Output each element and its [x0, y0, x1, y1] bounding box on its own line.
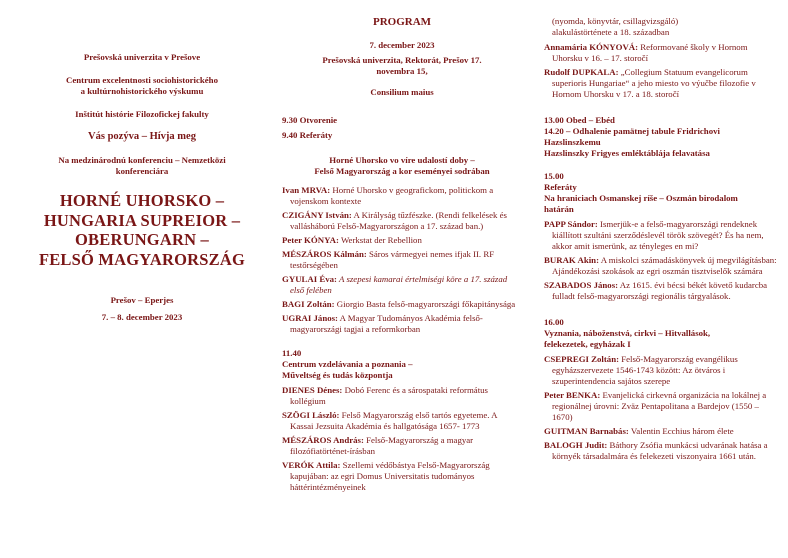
- program-day1-afternoon: [544, 0, 780, 465]
- speaker-name: PAPP Sándor:: [544, 219, 598, 229]
- session3-title-1: Na hraniciach Osmanskej ríše – Oszmán birodalom: [544, 193, 738, 203]
- session1-talks: [282, 185, 522, 335]
- university-name: Prešovská univerzita v Prešove: [83, 52, 201, 62]
- talk-title: Felső-Magyarország evangélikus egyházszervezete 1546-1743 között: Az ötváros i szuperintendencia sajátos szerepe: [552, 354, 738, 386]
- speaker-name: BALOGH Judit:: [544, 440, 608, 450]
- talk-title: A szepesi kamarai értelmiségi köre a 17. század első felében: [290, 274, 508, 295]
- conference-place: Prešov – Eperjes: [110, 295, 174, 305]
- speaker-name: CZIGÁNY István:: [282, 210, 352, 220]
- continued-line-1: (nyomda, könyvtár, csillagvizsgáló): [552, 16, 679, 26]
- talk-title: Báthory Zsófia munkácsi udvarának hatása a környék társadalmára és felekezeti viszonyaira 1661 után.: [552, 440, 768, 461]
- talk-entry: [282, 274, 522, 296]
- talk-entry: [282, 460, 522, 493]
- plaque-line-2: Hazslinszkemu: [544, 137, 601, 147]
- talk-entry: [282, 185, 522, 207]
- session2-title-1: Centrum vzdelávania a poznania –: [282, 359, 413, 369]
- speaker-name: UGRAI János:: [282, 313, 338, 323]
- papers-label: Referáty: [544, 182, 577, 192]
- talk-title: A Királyság tűzfészke. (Rendi felkelések és vallásháború Felső-Magyarországon a 17. század ban.): [290, 210, 507, 231]
- time-papers: 9.40 Referáty: [282, 130, 333, 140]
- talk-title: „Collegium Statuum evangelicorum superioris Hungariae“ a jeho miesto vo výučbe filozofie v Hornom Uhorsku v 17. a 18. storočí: [552, 67, 756, 99]
- plaque-line-3: Hazslinszky Frigyes emléktáblája felavatása: [544, 148, 710, 158]
- speaker-name: GUITMAN Barnabás:: [544, 426, 629, 436]
- talk-title: Horné Uhorsko v geografickom, politickom a vojenskom kontexte: [290, 185, 494, 206]
- talk-entry: [282, 385, 522, 407]
- talk-entry: [282, 249, 522, 271]
- talk-title: Felső-Magyarország a magyar filozófiatörténet-írásban: [290, 435, 474, 456]
- conference-title: [22, 191, 262, 269]
- title-line-1: HORNÉ UHORSKO –: [59, 191, 225, 210]
- talk-entry: [282, 313, 522, 335]
- talk-title: Felső Magyarország első tartós egyeteme. A Kassai Jezsuita Akadémia és hallgatósága 1657- 1773: [290, 410, 498, 431]
- speaker-name: BAGI Zoltán:: [282, 299, 335, 309]
- talk-entry: [544, 42, 780, 64]
- session1-title-1: Horné Uhorsko vo víre udalostí doby –: [329, 155, 475, 165]
- talk-entry: [544, 255, 780, 277]
- talk-title-start: A miskolci számadáskönyvek új: [599, 255, 715, 265]
- session4-talks: [544, 354, 780, 462]
- title-line-3: OBERUNGARN –: [75, 230, 209, 249]
- lunch-break: 13.00 Obed – Ebéd: [544, 115, 615, 125]
- session3-title-2: határán: [544, 204, 574, 214]
- talk-title: Sáros vármegyei nemes ifjak II. RF testőrségében: [290, 249, 495, 270]
- program-day1-morning: [282, 0, 522, 496]
- speaker-name: SZÖGI László:: [282, 410, 340, 420]
- title-line-4: FELSŐ MAGYARORSZÁG: [38, 249, 246, 269]
- talk-entry: [544, 440, 780, 462]
- center-line-1: Centrum excelentnosti sociohistorického: [66, 75, 218, 85]
- session3-talks: [544, 219, 780, 302]
- speaker-name: CSEPREGI Zoltán:: [544, 354, 620, 364]
- time-1140: 11.40: [282, 348, 302, 358]
- session2-talks: [282, 385, 522, 493]
- session2-talks-continued: [544, 42, 780, 100]
- session1-title-2: Felső Magyarország a kor eseményei sodrában: [314, 166, 490, 176]
- program-heading: PROGRAM: [372, 16, 432, 28]
- talk-entry: [544, 280, 780, 302]
- session4-title-2: felekezetek, egyházak I: [544, 339, 631, 349]
- talk-title: Ismerjük-e a felső-magyarországi rendeknek kiállított szultáni szerződéslevél török szövegét? És ha nem, akkor amit ismerünk, az tényleges en mi?: [552, 219, 764, 251]
- venue-line-2: novembra 15,: [376, 66, 428, 76]
- institute-name: Inštitút histórie Filozofickej fakulty: [75, 109, 209, 119]
- speaker-name: MÉSZÁROS Kálmán:: [282, 249, 367, 259]
- program-date: 7. december 2023: [369, 40, 435, 50]
- time-opening: 9.30 Otvorenie: [282, 115, 338, 125]
- talk-entry: [282, 210, 522, 232]
- session4-title-1: Vyznania, náboženstvá, cirkvi – Hitvallások,: [544, 328, 711, 338]
- talk-title: Werkstat der Rebellion: [338, 235, 422, 245]
- talk-entry: [544, 354, 780, 387]
- session2-title-2: Műveltség és tudás központja: [282, 370, 393, 380]
- speaker-name: Peter BENKA:: [544, 390, 601, 400]
- plaque-line-1: 14.20 – Odhalenie pamätnej tabule Fridrichovi: [544, 126, 720, 136]
- speaker-name: SZABADOS János:: [544, 280, 619, 290]
- venue-room: Consilium maius: [370, 87, 434, 97]
- talk-entry: [282, 235, 522, 246]
- speaker-name: VERÓK Attila:: [282, 460, 341, 470]
- talk-title: Dobó Ferenc és a sárospataki református kollégium: [290, 385, 488, 406]
- talk-title: Reformované školy v Hornom Uhorsku v 16. – 17. storočí: [552, 42, 748, 63]
- speaker-name: BURAK Akin:: [544, 255, 599, 265]
- talk-entry: [544, 390, 780, 423]
- speaker-name: Annamária KÓNYOVÁ:: [544, 42, 639, 52]
- invite-line: Vás pozýva – Hívja meg: [88, 131, 196, 142]
- title-line-2: HUNGARIA SUPREIOR –: [43, 210, 241, 230]
- talk-title: Giorgio Basta felső-magyarországi főkapitánysága: [334, 299, 516, 309]
- talk-title: Az 1615. évi bécsi békét követő kudarcba fulladt felső-magyarországi regionális tárgyalások.: [552, 280, 768, 301]
- conference-line-2: konferenciára: [115, 166, 169, 176]
- talk-title: Szellemi védőbástya Felső-Magyarország kapujában: az egri Domus Universitatis tudományos háttérintézményeinek: [290, 460, 490, 492]
- speaker-name: Ivan MRVA:: [282, 185, 331, 195]
- invitation-panel: [22, 0, 262, 323]
- center-line-2: a kultúrnohistorického výskumu: [80, 86, 204, 96]
- speaker-name: MÉSZÁROS András:: [282, 435, 364, 445]
- time-1600: 16.00: [544, 317, 564, 327]
- talk-entry: [544, 219, 780, 252]
- talk-entry: [282, 410, 522, 432]
- speaker-name: GYULAI Éva:: [282, 274, 337, 284]
- talk-entry: [544, 67, 780, 100]
- speaker-name: Peter KÓNYA:: [282, 235, 339, 245]
- talk-title: Evanjelická cirkevná organizácia na lokálnej a regionálnej úrovni: Zväz Pentapolitana a Bardejov (1550 – 1670): [552, 390, 767, 422]
- continued-line-2: alakulástörténete a 18. században: [552, 27, 670, 37]
- conference-line-1: Na medzinárodnú konferenciu – Nemzetközi: [58, 155, 226, 165]
- talk-title: A Magyar Tudományos Akadémia felső-magyarországi tagjai a reformkorban: [290, 313, 483, 334]
- talk-entry: [544, 426, 780, 437]
- talk-title: megvilágításban: Ajándékozási szokások az egri oszmán tisztviselők számára: [552, 255, 777, 276]
- speaker-name: Rudolf DUPKALA:: [544, 67, 619, 77]
- talk-title: Valentin Ecchius három élete: [628, 426, 734, 436]
- talk-entry: [282, 435, 522, 457]
- conference-dates: 7. – 8. december 2023: [101, 312, 183, 322]
- speaker-name: DIENES Dénes:: [282, 385, 343, 395]
- talk-entry: [282, 299, 522, 310]
- venue-line-1: Prešovská univerzita, Rektorát, Prešov 17.: [322, 55, 482, 65]
- time-1500: 15.00: [544, 171, 564, 181]
